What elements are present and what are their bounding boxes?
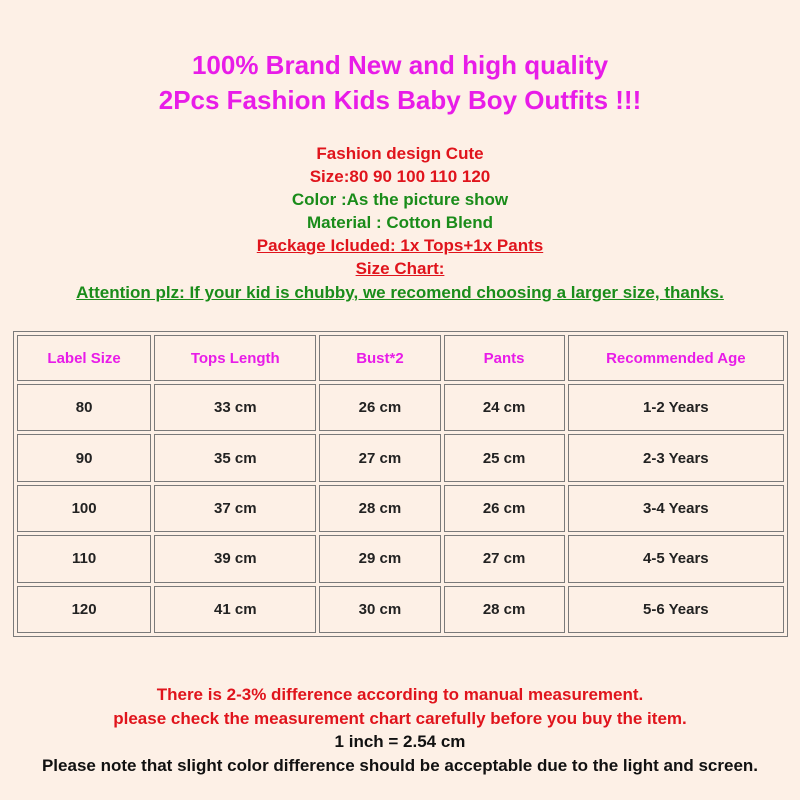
- cell-recommended-age: 5-6 Years: [568, 586, 784, 633]
- headline-quality: 100% Brand New and high quality: [191, 50, 609, 80]
- info-size: Size:80 90 100 110 120: [309, 167, 491, 186]
- cell-label-size: 100: [17, 485, 151, 532]
- cell-recommended-age: 2-3 Years: [568, 434, 784, 481]
- header-bust: Bust*2: [319, 335, 440, 381]
- table-header-row: [17, 335, 784, 381]
- cell-bust: 27 cm: [319, 434, 440, 481]
- header-tops-length: Tops Length: [154, 335, 316, 381]
- info-size-chart-wrap: [0, 258, 800, 279]
- cell-tops-length: 35 cm: [154, 434, 316, 481]
- info-package-wrap: [0, 235, 800, 256]
- cell-pants: 28 cm: [444, 586, 565, 633]
- info-package: Package Icluded: 1x Tops+1x Pants: [256, 236, 544, 255]
- table-row: [17, 485, 784, 532]
- cell-recommended-age: 1-2 Years: [568, 384, 784, 431]
- info-design: Fashion design Cute: [316, 144, 484, 163]
- cell-label-size: 120: [17, 586, 151, 633]
- cell-tops-length: 37 cm: [154, 485, 316, 532]
- info-size-chart: Size Chart:: [355, 259, 445, 278]
- cell-pants: 27 cm: [444, 535, 565, 582]
- cell-pants: 24 cm: [444, 384, 565, 431]
- info-color: Color :As the picture show: [291, 190, 509, 209]
- cell-pants: 26 cm: [444, 485, 565, 532]
- note-color-difference: Please note that slight color difference should be acceptable due to the light and screen.: [41, 756, 759, 775]
- table-row: [17, 586, 784, 633]
- table-row: [17, 434, 784, 481]
- size-chart-table: [13, 331, 788, 637]
- cell-pants: 25 cm: [444, 434, 565, 481]
- note-inch-conversion: 1 inch = 2.54 cm: [334, 732, 466, 751]
- cell-bust: 30 cm: [319, 586, 440, 633]
- note-check-chart: please check the measurement chart carefully before you buy the item.: [113, 709, 687, 728]
- cell-tops-length: 41 cm: [154, 586, 316, 633]
- cell-recommended-age: 3-4 Years: [568, 485, 784, 532]
- header-pants: Pants: [444, 335, 565, 381]
- info-attention-wrap: [0, 282, 800, 303]
- cell-bust: 28 cm: [319, 485, 440, 532]
- cell-bust: 26 cm: [319, 384, 440, 431]
- cell-tops-length: 33 cm: [154, 384, 316, 431]
- cell-label-size: 110: [17, 535, 151, 582]
- header-label-size: Label Size: [17, 335, 151, 381]
- cell-tops-length: 39 cm: [154, 535, 316, 582]
- cell-label-size: 80: [17, 384, 151, 431]
- cell-label-size: 90: [17, 434, 151, 481]
- cell-bust: 29 cm: [319, 535, 440, 582]
- table-row: [17, 384, 784, 431]
- header-recommended-age: Recommended Age: [568, 335, 784, 381]
- cell-recommended-age: 4-5 Years: [568, 535, 784, 582]
- headline-product: 2Pcs Fashion Kids Baby Boy Outfits !!!: [158, 85, 642, 115]
- info-material: Material : Cotton Blend: [306, 213, 494, 232]
- info-attention: Attention plz: If your kid is chubby, we recomend choosing a larger size, thanks.: [76, 283, 724, 302]
- table-row: [17, 535, 784, 582]
- note-difference: There is 2-3% difference according to manual measurement.: [156, 685, 644, 704]
